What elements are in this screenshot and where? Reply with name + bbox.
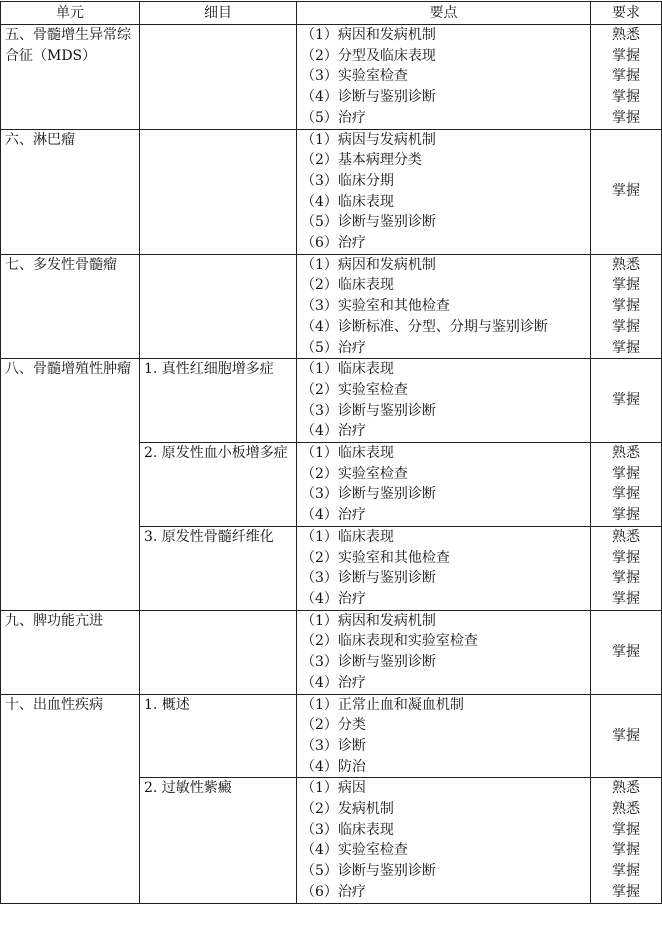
- requirement-label: 掌握: [612, 183, 640, 200]
- unit-cell: [1, 610, 140, 694]
- item-cell: [140, 778, 297, 903]
- header-item: 细目: [140, 2, 297, 25]
- requirement-label: 熟悉: [612, 528, 640, 545]
- item-cell: [140, 129, 297, 254]
- point-item: （3）临床分期: [301, 172, 394, 189]
- requirement-label: 掌握: [612, 643, 640, 660]
- requirement-label: 掌握: [612, 507, 640, 524]
- point-item: （3）诊断与鉴别诊断: [301, 570, 436, 587]
- requirement-label: 掌握: [612, 486, 640, 503]
- point-item: （4）诊断与鉴别诊断: [301, 89, 436, 106]
- unit-label: 七、多发性骨髓瘤: [5, 256, 117, 273]
- requirement-label: 熟悉: [612, 27, 640, 43]
- point-item: （3）实验室检查: [301, 68, 408, 85]
- requirement-label: 熟悉: [612, 445, 640, 462]
- requirement-label: 掌握: [612, 821, 640, 838]
- unit-cell: [1, 359, 140, 610]
- item-label: 2. 原发性血小板增多症: [144, 445, 288, 462]
- points-cell: [297, 694, 591, 778]
- table-row: [1, 359, 662, 443]
- points-cell: [297, 129, 591, 254]
- point-item: （5）治疗: [301, 339, 366, 356]
- point-item: （4）临床表现: [301, 193, 394, 210]
- point-item: （1）临床表现: [301, 445, 394, 462]
- syllabus-body: [1, 25, 662, 904]
- requirement-cell: [591, 694, 662, 778]
- table-row: [1, 694, 662, 778]
- item-cell: [140, 359, 297, 443]
- requirement-label: 掌握: [612, 465, 640, 482]
- unit-label: 十、出血性疾病: [5, 696, 103, 713]
- item-cell: [140, 25, 297, 130]
- point-item: （1）病因: [301, 780, 366, 797]
- points-cell: [297, 443, 591, 527]
- point-item: （2）实验室和其他检查: [301, 549, 450, 566]
- requirement-label: 掌握: [612, 883, 640, 900]
- item-cell: [140, 694, 297, 778]
- point-item: （4）治疗: [301, 423, 366, 440]
- requirement-cell: [591, 25, 662, 130]
- point-item: （3）诊断与鉴别诊断: [301, 654, 436, 671]
- table-row: [1, 129, 662, 254]
- point-item: （2）实验室检查: [301, 381, 408, 398]
- point-item: （3）诊断与鉴别诊断: [301, 402, 436, 419]
- item-label: 2. 过敏性紫癜: [144, 780, 232, 797]
- unit-label: 五、骨髓增生异常综合征（MDS）: [5, 27, 131, 64]
- points-cell: [297, 778, 591, 903]
- point-item: （4）诊断标准、分型、分期与鉴别诊断: [301, 318, 548, 335]
- requirement-label: 掌握: [612, 863, 640, 880]
- requirement-label: 掌握: [612, 549, 640, 566]
- syllabus-table: [0, 1, 662, 904]
- point-item: （1）病因和发病机制: [301, 27, 436, 43]
- point-item: （5）诊断与鉴别诊断: [301, 863, 436, 880]
- header-points: 要点: [297, 2, 591, 25]
- requirement-label: 掌握: [612, 392, 640, 409]
- points-cell: [297, 526, 591, 610]
- requirement-cell: [591, 610, 662, 694]
- point-item: （1）正常止血和凝血机制: [301, 696, 464, 713]
- table-row: [1, 25, 662, 130]
- requirement-cell: [591, 778, 662, 903]
- point-item: （5）治疗: [301, 109, 366, 126]
- point-item: （3）诊断: [301, 737, 366, 754]
- point-item: （2）分型及临床表现: [301, 47, 436, 64]
- unit-label: 六、淋巴瘤: [5, 131, 75, 148]
- requirement-label: 掌握: [612, 68, 640, 85]
- point-item: （1）病因与发病机制: [301, 131, 436, 148]
- requirement-label: 掌握: [612, 89, 640, 106]
- point-item: （2）分类: [301, 717, 366, 734]
- requirement-cell: [591, 359, 662, 443]
- unit-cell: [1, 254, 140, 359]
- point-item: （4）防治: [301, 758, 366, 775]
- requirement-label: 熟悉: [612, 801, 640, 818]
- requirement-label: 掌握: [612, 47, 640, 64]
- requirement-label: 掌握: [612, 318, 640, 335]
- point-item: （1）临床表现: [301, 528, 394, 545]
- item-cell: [140, 526, 297, 610]
- point-item: （1）病因和发病机制: [301, 256, 436, 273]
- point-item: （3）诊断与鉴别诊断: [301, 486, 436, 503]
- table-row: [1, 610, 662, 694]
- point-item: （1）病因和发病机制: [301, 612, 436, 629]
- requirement-label: 掌握: [612, 339, 640, 356]
- requirement-cell: [591, 526, 662, 610]
- item-cell: [140, 443, 297, 527]
- point-item: （6）治疗: [301, 235, 366, 252]
- item-label: 1. 概述: [144, 696, 190, 713]
- point-item: （2）基本病理分类: [301, 152, 422, 169]
- unit-cell: [1, 129, 140, 254]
- unit-cell: [1, 25, 140, 130]
- points-cell: [297, 25, 591, 130]
- header-requirement: 要求: [591, 2, 662, 25]
- item-cell: [140, 610, 297, 694]
- requirement-label: 熟悉: [612, 256, 640, 273]
- header-row: [1, 2, 662, 25]
- point-item: （2）实验室检查: [301, 465, 408, 482]
- requirement-label: 掌握: [612, 277, 640, 294]
- requirement-label: 掌握: [612, 109, 640, 126]
- point-item: （5）诊断与鉴别诊断: [301, 214, 436, 231]
- point-item: （6）治疗: [301, 883, 366, 900]
- point-item: （2）发病机制: [301, 801, 394, 818]
- point-item: （2）临床表现: [301, 277, 394, 294]
- requirement-label: 掌握: [612, 570, 640, 587]
- requirement-label: 熟悉: [612, 780, 640, 797]
- requirement-cell: [591, 254, 662, 359]
- requirement-cell: [591, 129, 662, 254]
- table-row: [1, 254, 662, 359]
- requirement-label: 掌握: [612, 590, 640, 607]
- item-label: 1. 真性红细胞增多症: [144, 361, 274, 378]
- requirement-label: 掌握: [612, 842, 640, 859]
- points-cell: [297, 254, 591, 359]
- points-cell: [297, 610, 591, 694]
- point-item: （3）实验室和其他检查: [301, 298, 450, 315]
- point-item: （4）治疗: [301, 590, 366, 607]
- point-item: （2）临床表现和实验室检查: [301, 633, 478, 650]
- point-item: （4）治疗: [301, 674, 366, 691]
- header-unit: 单元: [1, 2, 140, 25]
- requirement-cell: [591, 443, 662, 527]
- requirement-label: 掌握: [612, 298, 640, 315]
- unit-label: 九、脾功能亢进: [5, 612, 103, 629]
- point-item: （1）临床表现: [301, 361, 394, 378]
- point-item: （4）治疗: [301, 507, 366, 524]
- unit-label: 八、骨髓增殖性肿瘤: [5, 361, 131, 378]
- point-item: （3）临床表现: [301, 821, 394, 838]
- points-cell: [297, 359, 591, 443]
- item-cell: [140, 254, 297, 359]
- unit-cell: [1, 694, 140, 903]
- requirement-label: 掌握: [612, 727, 640, 744]
- item-label: 3. 原发性骨髓纤维化: [144, 528, 274, 545]
- point-item: （4）实验室检查: [301, 842, 408, 859]
